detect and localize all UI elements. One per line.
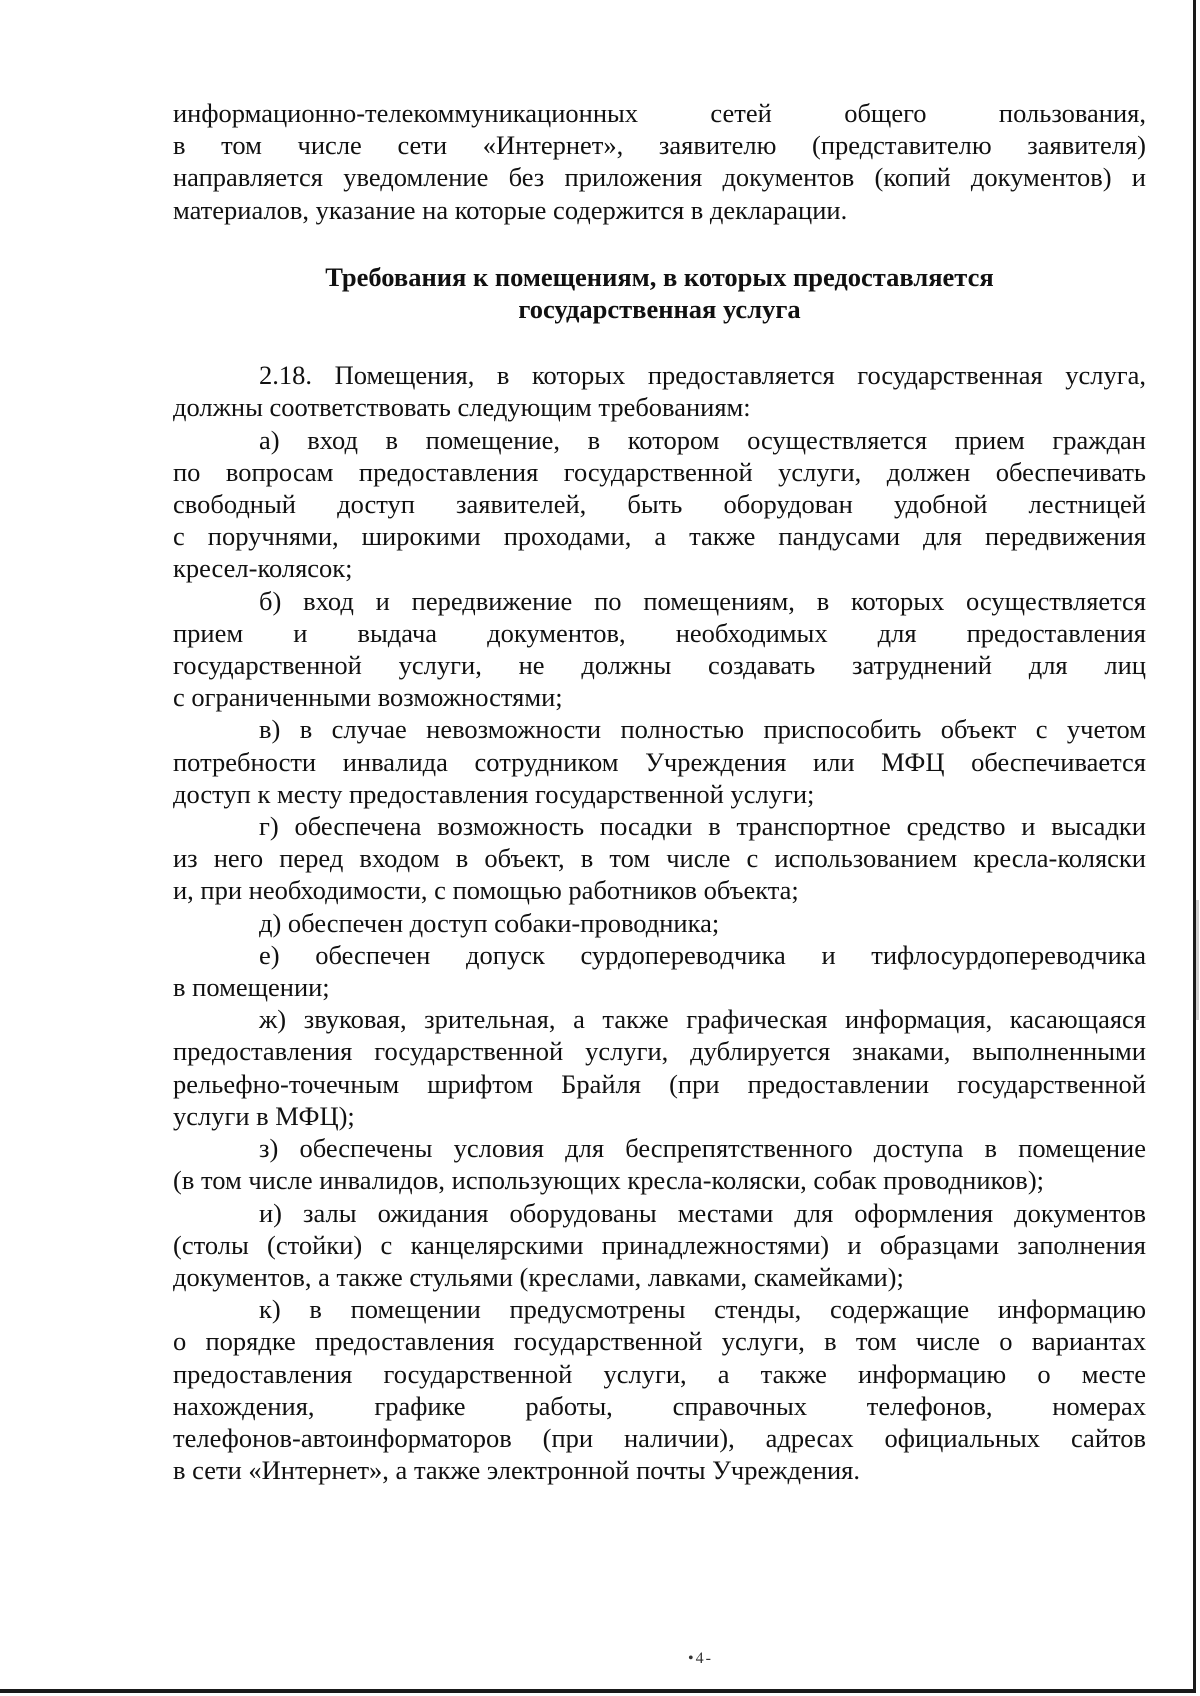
text-line: из него перед входом в объект, в том числе с использованием кресла-коляски xyxy=(173,843,1146,874)
item-i xyxy=(173,1197,1146,1294)
paragraph-2-18 xyxy=(173,359,1146,423)
text-line: информационно-телекоммуникационных сетей общего пользования, xyxy=(173,98,1146,128)
item-d xyxy=(173,907,1146,939)
item-k xyxy=(173,1293,1146,1486)
page-number: •4- xyxy=(688,1650,713,1667)
text-line: нахождения, графике работы, справочных телефонов, номерах xyxy=(173,1390,1146,1421)
text-line: в сети «Интернет», а также электронной почты Учреждения. xyxy=(173,1455,860,1486)
text-line: доступ к месту предоставления государственной услуги; xyxy=(173,778,815,809)
text-line: услуги в МФЦ); xyxy=(173,1100,355,1131)
text-line: и, при необходимости, с помощью работников объекта; xyxy=(173,875,799,906)
section-heading xyxy=(173,261,1146,325)
document-body xyxy=(173,97,1146,1486)
text-line: б) вход и передвижение по помещениям, в которых осуществляется xyxy=(259,585,1146,616)
text-line: с поручнями, широкими проходами, а также пандусами для передвижения xyxy=(173,521,1146,552)
text-line: с ограниченными возможностями; xyxy=(173,682,563,713)
text-line: г) обеспечена возможность посадки в транспортное средство и высадки xyxy=(259,811,1146,842)
text-line: (столы (стойки) с канцелярскими принадлежностями) и образцами заполнения xyxy=(173,1229,1146,1260)
intro-paragraph xyxy=(173,97,1146,226)
item-z xyxy=(173,1132,1146,1196)
text-line: 2.18. Помещения, в которых предоставляется государственная услуга, xyxy=(259,360,1146,391)
text-line: в помещении; xyxy=(173,972,330,1003)
text-line: направляется уведомление без приложения документов (копий документов) и xyxy=(173,162,1146,193)
text-line: потребности инвалида сотрудником Учреждения или МФЦ обеспечивается xyxy=(173,746,1146,777)
text-line: материалов, указание на которые содержится в декларации. xyxy=(173,194,848,225)
text-line: ж) звуковая, зрительная, а также графическая информация, касающаяся xyxy=(259,1004,1146,1035)
scan-mark xyxy=(1196,900,1199,1020)
text-line: должны соответствовать следующим требованиям: xyxy=(173,392,751,423)
text-line: государственной услуги, не должны создавать затруднений для лиц xyxy=(173,650,1146,681)
text-line: предоставления государственной услуги, дублируется знаками, выполненными xyxy=(173,1036,1146,1067)
text-line: о порядке предоставления государственной услуги, в том числе о вариантах xyxy=(173,1326,1146,1357)
text-line: документов, а также стульями (креслами, лавками, скамейками); xyxy=(173,1261,904,1292)
item-zh xyxy=(173,1003,1146,1132)
text-line: (в том числе инвалидов, использующих кресла-коляски, собак проводников); xyxy=(173,1165,1045,1196)
text-line: по вопросам предоставления государственной услуги, должен обеспечивать xyxy=(173,456,1146,487)
heading-line: Требования к помещениям, в которых предоставляется xyxy=(325,261,994,292)
item-e xyxy=(173,939,1146,1003)
text-line: з) обеспечены условия для беспрепятственного доступа в помещение xyxy=(259,1133,1146,1164)
item-v xyxy=(173,713,1146,810)
page-border-bottom xyxy=(0,1689,1196,1693)
text-line: и) залы ожидания оборудованы местами для оформления документов xyxy=(259,1197,1146,1228)
text-line: свободный доступ заявителей, быть оборудован удобной лестницей xyxy=(173,489,1146,520)
text-line: телефонов-автоинформаторов (при наличии), адресах официальных сайтов xyxy=(173,1422,1146,1453)
text-line: д) обеспечен доступ собаки-проводника; xyxy=(259,907,720,938)
text-line: а) вход в помещение, в котором осуществляется прием граждан xyxy=(259,424,1146,455)
text-line: к) в помещении предусмотрены стенды, содержащие информацию xyxy=(259,1294,1146,1325)
text-line: рельефно-точечным шрифтом Брайля (при предоставлении государственной xyxy=(173,1068,1146,1099)
text-line: е) обеспечен допуск сурдопереводчика и тифлосурдопереводчика xyxy=(259,939,1146,970)
text-line: предоставления государственной услуги, а также информацию о месте xyxy=(173,1358,1146,1389)
heading-line: государственная услуга xyxy=(518,294,801,325)
page-border-right xyxy=(1193,0,1196,1693)
text-line: в) в случае невозможности полностью приспособить объект с учетом xyxy=(259,714,1146,745)
item-b xyxy=(173,585,1146,714)
item-g xyxy=(173,810,1146,907)
text-line: прием и выдача документов, необходимых для предоставления xyxy=(173,617,1146,648)
text-line: кресел-колясок; xyxy=(173,553,353,584)
text-line: в том числе сети «Интернет», заявителю (представителю заявителя) xyxy=(173,130,1146,161)
item-a xyxy=(173,424,1146,585)
